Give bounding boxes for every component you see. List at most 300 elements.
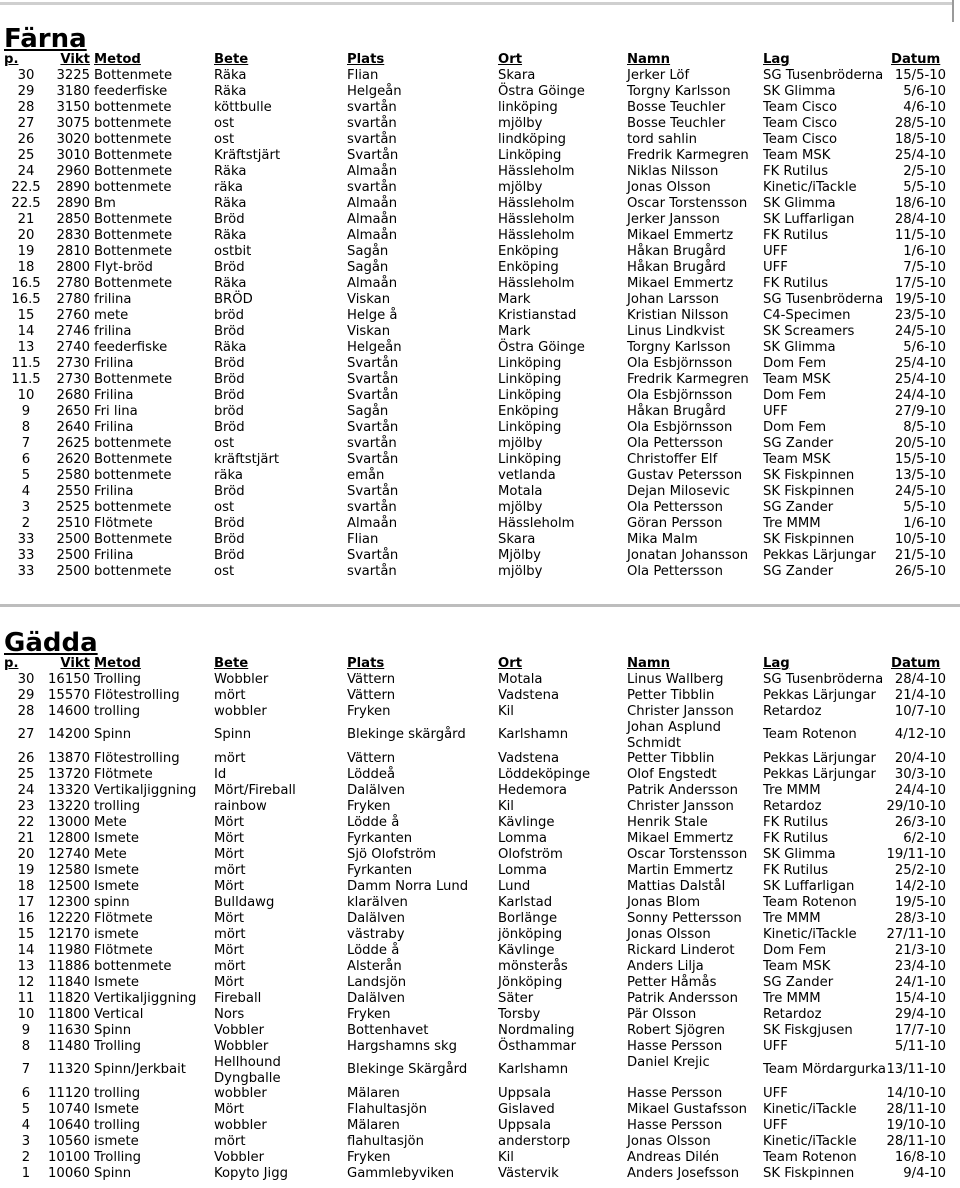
cell-lag: SK Fiskpinnen (763, 484, 855, 499)
cell-p: 28 (17, 704, 35, 719)
cell-vikt: 3075 (56, 116, 90, 131)
cell-p: 15 (17, 308, 35, 323)
cell-plats: svartån (347, 500, 397, 515)
cell-plats: Hargshamns skg (347, 1039, 458, 1054)
cell-datum: 28/4-10 (894, 672, 946, 687)
cell-ort: Hässleholm (498, 164, 575, 179)
table-row (0, 767, 960, 783)
cell-p: 4 (21, 1118, 31, 1133)
cell-ort: Gislaved (498, 1102, 555, 1117)
cell-plats: Helgeån (347, 340, 402, 355)
cell-datum: 28/5-10 (894, 116, 946, 131)
cell-bete: Räka (214, 84, 247, 99)
cell-namn: Ola Esbjörnsson (627, 388, 733, 403)
cell-metod: bottenmete (94, 500, 172, 515)
cell-bete: mört (214, 751, 246, 766)
cell-p: 6 (21, 1086, 31, 1101)
cell-lag: Kinetic/iTackle (763, 1134, 857, 1149)
cell-ort: mönsterås (498, 959, 568, 974)
column-header-bete: Bete (214, 656, 249, 671)
cell-metod: Fri lina (94, 404, 138, 419)
table-row (0, 1150, 960, 1166)
cell-datum: 5/6-10 (903, 84, 946, 99)
cell-ort: Kristianstad (498, 308, 577, 323)
cell-metod: trolling (94, 799, 141, 814)
cell-p: 23 (17, 799, 35, 814)
cell-lag: Team MSK (763, 959, 831, 974)
cell-bete: Mört (214, 943, 245, 958)
cell-datum: 20/5-10 (894, 436, 946, 451)
cell-metod: Bottenmete (94, 148, 173, 163)
cell-vikt: 10560 (48, 1134, 90, 1149)
table-row (0, 452, 960, 468)
table-row (0, 863, 960, 879)
cell-ort: Nordmaling (498, 1023, 575, 1038)
cell-plats: Svartån (347, 452, 399, 467)
cell-datum: 19/5-10 (894, 895, 946, 910)
cell-p: 7 (21, 1062, 31, 1077)
cell-bete: Räka (214, 340, 247, 355)
cell-metod: Flötmete (94, 516, 153, 531)
cell-p: 22.5 (11, 196, 41, 211)
cell-vikt: 10740 (48, 1102, 90, 1117)
cell-p: 18 (17, 260, 35, 275)
cell-plats: Almaån (347, 164, 398, 179)
cell-datum: 14/10-10 (886, 1086, 946, 1101)
cell-bete: Räka (214, 228, 247, 243)
cell-namn: Hasse Persson (627, 1086, 723, 1101)
cell-namn: Ola Pettersson (627, 436, 723, 451)
cell-datum: 9/4-10 (903, 1166, 946, 1181)
cell-bete: ost (214, 116, 235, 131)
cell-vikt: 11886 (48, 959, 90, 974)
cell-metod: Trolling (94, 672, 142, 687)
cell-bete: Kopyto Jigg (214, 1166, 288, 1181)
cell-ort: Kil (498, 1150, 514, 1165)
cell-datum: 27/9-10 (894, 404, 946, 419)
table-row (0, 100, 960, 116)
cell-lag: Dom Fem (763, 420, 827, 435)
cell-metod: Flyt-bröd (94, 260, 153, 275)
cell-p: 10 (17, 388, 35, 403)
cell-datum: 1/6-10 (903, 244, 946, 259)
cell-vikt: 2680 (56, 388, 90, 403)
cell-plats: Svartån (347, 148, 399, 163)
cell-lag: SK Fiskpinnen (763, 532, 855, 547)
cell-datum: 19/5-10 (894, 292, 946, 307)
cell-metod: trolling (94, 1118, 141, 1133)
table-row (0, 372, 960, 388)
cell-metod: Ismete (94, 1102, 140, 1117)
cell-plats: Helge å (347, 308, 398, 323)
cell-p: 30 (17, 672, 35, 687)
cell-p: 3 (21, 500, 31, 515)
cell-lag: FK Rutilus (763, 276, 829, 291)
cell-ort: Jönköping (498, 975, 563, 990)
table-row (0, 911, 960, 927)
cell-metod: Spinn (94, 1166, 132, 1181)
cell-bete: Räka (214, 68, 247, 83)
table-header (0, 52, 960, 68)
cell-vikt: 11120 (48, 1086, 90, 1101)
cell-namn: Martin Emmertz (627, 863, 733, 878)
cell-plats: Flian (347, 532, 379, 547)
column-header-metod: Metod (94, 52, 141, 67)
cell-bete: wobbler (214, 1118, 267, 1133)
cell-metod: frilina (94, 324, 132, 339)
cell-metod: Frilina (94, 484, 134, 499)
cell-vikt: 15570 (48, 688, 90, 703)
cell-bete: ost (214, 132, 235, 147)
table-row (0, 180, 960, 196)
cell-lag: SK Glimma (763, 84, 836, 99)
cell-lag: Tre MMM (763, 783, 821, 798)
table-row (0, 1055, 960, 1086)
cell-plats: emån (347, 468, 385, 483)
table-row (0, 500, 960, 516)
cell-lag: Team Rotenon (763, 895, 857, 910)
cell-plats: Lödde å (347, 943, 400, 958)
cell-p: 13 (17, 340, 35, 355)
cell-p: 2 (21, 1150, 31, 1165)
cell-metod: Ismete (94, 879, 140, 894)
cell-metod: Trolling (94, 1039, 142, 1054)
section-title: Gädda (4, 628, 98, 658)
cell-datum: 17/7-10 (894, 1023, 946, 1038)
cell-datum: 6/2-10 (903, 831, 946, 846)
cell-metod: mete (94, 308, 129, 323)
column-header-ort: Ort (498, 656, 523, 671)
cell-datum: 18/6-10 (894, 196, 946, 211)
cell-datum: 21/4-10 (894, 688, 946, 703)
table-row (0, 260, 960, 276)
cell-datum: 19/11-10 (886, 847, 946, 862)
cell-vikt: 13000 (48, 815, 90, 830)
cell-lag: SG Zander (763, 975, 834, 990)
cell-namn: Petter Håmås (627, 975, 717, 990)
cell-plats: Dalälven (347, 991, 405, 1006)
cell-lag: Tre MMM (763, 911, 821, 926)
cell-p: 33 (17, 564, 35, 579)
cell-namn: Andreas Dilén (627, 1150, 720, 1165)
table-row (0, 324, 960, 340)
cell-plats: Vättern (347, 688, 396, 703)
cell-namn: Ola Esbjörnsson (627, 420, 733, 435)
cell-bete: mört (214, 959, 246, 974)
cell-datum: 19/10-10 (886, 1118, 946, 1133)
table-row (0, 436, 960, 452)
cell-plats: klarälven (347, 895, 408, 910)
cell-bete: Mört (214, 815, 245, 830)
cell-datum: 15/5-10 (894, 452, 946, 467)
cell-p: 30 (17, 68, 35, 83)
cell-p: 16.5 (11, 276, 41, 291)
cell-metod: Flötmete (94, 767, 153, 782)
column-header-vikt: Vikt (60, 52, 90, 67)
cell-lag: Dom Fem (763, 356, 827, 371)
cell-lag: SK Glimma (763, 847, 836, 862)
cell-vikt: 13870 (48, 751, 90, 766)
cell-plats: Fyrkanten (347, 831, 413, 846)
cell-plats: Viskan (347, 324, 391, 339)
cell-bete: Bröd (214, 484, 245, 499)
cell-bete: Bröd (214, 420, 245, 435)
cell-plats: svartån (347, 180, 397, 195)
cell-p: 9 (21, 404, 31, 419)
cell-vikt: 11630 (48, 1023, 90, 1038)
cell-bete: ost (214, 500, 235, 515)
cell-datum: 13/11-10 (886, 1062, 946, 1077)
cell-ort: Östra Göinge (498, 340, 585, 355)
cell-metod: bottenmete (94, 180, 172, 195)
cell-bete: Räka (214, 196, 247, 211)
cell-vikt: 2730 (56, 372, 90, 387)
cell-vikt: 2960 (56, 164, 90, 179)
cell-vikt: 2760 (56, 308, 90, 323)
cell-bete: Fireball (214, 991, 262, 1006)
cell-lag: Tre MMM (763, 516, 821, 531)
cell-lag: Team Cisco (763, 116, 838, 131)
cell-plats: Svartån (347, 372, 399, 387)
cell-vikt: 11320 (48, 1062, 90, 1077)
column-header-metod: Metod (94, 656, 141, 671)
cell-bete: köttbulle (214, 100, 272, 115)
table-row (0, 1102, 960, 1118)
cell-metod: Spinn/Jerkbait (94, 1062, 186, 1077)
cell-ort: Linköping (498, 420, 562, 435)
cell-metod: Flötestrolling (94, 688, 180, 703)
cell-p: 18 (17, 879, 35, 894)
cell-metod: Ismete (94, 975, 140, 990)
cell-ort: Hässleholm (498, 228, 575, 243)
cell-plats: Almaån (347, 228, 398, 243)
cell-ort: Västervik (498, 1166, 559, 1181)
cell-plats: Landsjön (347, 975, 407, 990)
cell-namn: Håkan Brugård (627, 260, 726, 275)
cell-datum: 24/1-10 (894, 975, 946, 990)
cell-plats: Svartån (347, 356, 399, 371)
cell-lag: Team MSK (763, 452, 831, 467)
cell-ort: Enköping (498, 404, 559, 419)
cell-bete: Wobbler (214, 672, 269, 687)
cell-bete: Vobbler (214, 1150, 265, 1165)
cell-plats: Bottenhavet (347, 1023, 429, 1038)
cell-metod: Bottenmete (94, 68, 173, 83)
table-row (0, 84, 960, 100)
table-header (0, 656, 960, 672)
table-row (0, 148, 960, 164)
cell-bete: BRÖD (214, 292, 253, 307)
column-header-p: p. (4, 656, 19, 671)
cell-plats: svartån (347, 116, 397, 131)
cell-ort: Motala (498, 484, 543, 499)
table-row (0, 815, 960, 831)
table-row (0, 292, 960, 308)
cell-metod: Bottenmete (94, 244, 173, 259)
cell-vikt: 12580 (48, 863, 90, 878)
scrollbar-edge[interactable] (952, 0, 954, 22)
table-row (0, 356, 960, 372)
cell-bete: bröd (214, 308, 244, 323)
cell-p: 14 (17, 943, 35, 958)
cell-bete: wobbler (214, 704, 267, 719)
cell-metod: Bottenmete (94, 452, 173, 467)
cell-metod: bottenmete (94, 436, 172, 451)
cell-p: 20 (17, 847, 35, 862)
cell-vikt: 2890 (56, 196, 90, 211)
cell-namn: Gustav Petersson (627, 468, 743, 483)
cell-ort: Karlstad (498, 895, 553, 910)
cell-metod: feederfiske (94, 340, 168, 355)
cell-metod: Ismete (94, 863, 140, 878)
cell-lag: Team Cisco (763, 100, 838, 115)
table-row (0, 340, 960, 356)
cell-plats: Sagån (347, 404, 389, 419)
cell-datum: 25/4-10 (894, 148, 946, 163)
cell-vikt: 13320 (48, 783, 90, 798)
cell-ort: Uppsala (498, 1086, 552, 1101)
table-row (0, 1134, 960, 1150)
cell-metod: Bottenmete (94, 276, 173, 291)
cell-namn: Mikael Emmertz (627, 228, 734, 243)
cell-lag: C4-Specimen (763, 308, 851, 323)
cell-datum: 2/5-10 (903, 164, 946, 179)
cell-metod: spinn (94, 895, 130, 910)
cell-lag: SK Fiskpinnen (763, 468, 855, 483)
cell-datum: 21/5-10 (894, 548, 946, 563)
cell-namn: Ola Pettersson (627, 564, 723, 579)
table-row (0, 532, 960, 548)
cell-lag: Pekkas Lärjungar (763, 751, 876, 766)
cell-datum: 4/12-10 (894, 727, 946, 742)
cell-p: 29 (17, 84, 35, 99)
cell-datum: 4/6-10 (903, 100, 946, 115)
cell-plats: Viskan (347, 292, 391, 307)
cell-lag: FK Rutilus (763, 164, 829, 179)
cell-datum: 24/5-10 (894, 484, 946, 499)
cell-namn: Ola Esbjörnsson (627, 356, 733, 371)
cell-namn: Oscar Torstensson (627, 196, 748, 211)
cell-p: 25 (17, 148, 35, 163)
cell-lag: Pekkas Lärjungar (763, 767, 876, 782)
cell-lag: Dom Fem (763, 388, 827, 403)
cell-bete: Bröd (214, 212, 245, 227)
cell-datum: 7/5-10 (903, 260, 946, 275)
cell-bete: Mört (214, 847, 245, 862)
column-header-lag: Lag (763, 656, 790, 671)
cell-namn: Linus Lindkvist (627, 324, 725, 339)
cell-lag: SK Screamers (763, 324, 855, 339)
cell-p: 19 (17, 863, 35, 878)
cell-lag: SG Tusenbröderna (763, 672, 884, 687)
cell-metod: bottenmete (94, 468, 172, 483)
cell-namn: Torgny Karlsson (627, 84, 731, 99)
cell-ort: Linköping (498, 356, 562, 371)
table-row (0, 1039, 960, 1055)
cell-namn: Daniel Krejic (627, 1055, 710, 1070)
cell-datum: 28/3-10 (894, 911, 946, 926)
table-row (0, 720, 960, 751)
cell-bete: Räka (214, 276, 247, 291)
cell-ort: Borlänge (498, 911, 558, 926)
cell-datum: 25/4-10 (894, 372, 946, 387)
cell-bete: Bröd (214, 324, 245, 339)
cell-vikt: 11480 (48, 1039, 90, 1054)
cell-bete: mört (214, 863, 246, 878)
cell-ort: Olofström (498, 847, 563, 862)
cell-bete: Mört (214, 911, 245, 926)
cell-namn: Mikael Gustafsson (627, 1102, 748, 1117)
cell-lag: UFF (763, 260, 788, 275)
cell-ort: Hässleholm (498, 516, 575, 531)
cell-bete: Bröd (214, 548, 245, 563)
cell-vikt: 11980 (48, 943, 90, 958)
cell-vikt: 2620 (56, 452, 90, 467)
cell-datum: 18/5-10 (894, 132, 946, 147)
cell-lag: FK Rutilus (763, 863, 829, 878)
cell-namn: Hasse Persson (627, 1039, 723, 1054)
cell-p: 8 (21, 1039, 31, 1054)
cell-plats: svartån (347, 100, 397, 115)
cell-p: 9 (21, 1023, 31, 1038)
cell-bete: Räka (214, 164, 247, 179)
cell-ort: mjölby (498, 180, 543, 195)
table-row (0, 1007, 960, 1023)
cell-vikt: 2730 (56, 356, 90, 371)
cell-lag: SG Zander (763, 500, 834, 515)
cell-datum: 28/11-10 (886, 1102, 946, 1117)
cell-p: 5 (21, 468, 31, 483)
cell-vikt: 2510 (56, 516, 90, 531)
cell-metod: Mete (94, 815, 127, 830)
cell-p: 12 (17, 975, 35, 990)
cell-ort: Linköping (498, 372, 562, 387)
cell-lag: Pekkas Lärjungar (763, 688, 876, 703)
cell-bete: Nors (214, 1007, 245, 1022)
cell-namn: Dejan Milosevic (627, 484, 731, 499)
cell-p: 11.5 (11, 372, 41, 387)
cell-vikt: 3020 (56, 132, 90, 147)
table-row (0, 1023, 960, 1039)
cell-datum: 5/6-10 (903, 340, 946, 355)
cell-vikt: 10640 (48, 1118, 90, 1133)
cell-ort: vetlanda (498, 468, 556, 483)
cell-vikt: 2500 (56, 532, 90, 547)
cell-ort: linköping (498, 100, 558, 115)
table-row (0, 564, 960, 580)
cell-datum: 11/5-10 (894, 228, 946, 243)
cell-vikt: 2890 (56, 180, 90, 195)
cell-ort: Lomma (498, 863, 547, 878)
cell-plats: Gammlebyviken (347, 1166, 455, 1181)
cell-metod: Vertikaljiggning (94, 991, 197, 1006)
cell-metod: feederfiske (94, 84, 168, 99)
cell-namn: Anders Lilja (627, 959, 704, 974)
column-header-ort: Ort (498, 52, 523, 67)
cell-plats: Sjö Olofström (347, 847, 437, 862)
table-row (0, 68, 960, 84)
cell-lag: Tre MMM (763, 991, 821, 1006)
cell-datum: 10/5-10 (894, 532, 946, 547)
cell-p: 24 (17, 783, 35, 798)
cell-plats: Flian (347, 68, 379, 83)
cell-p: 11.5 (11, 356, 41, 371)
cell-bete: wobbler (214, 1086, 267, 1101)
cell-bete: Bröd (214, 388, 245, 403)
cell-metod: Vertical (94, 1007, 144, 1022)
cell-ort: Uppsala (498, 1118, 552, 1133)
cell-namn: Petter Tibblin (627, 688, 715, 703)
